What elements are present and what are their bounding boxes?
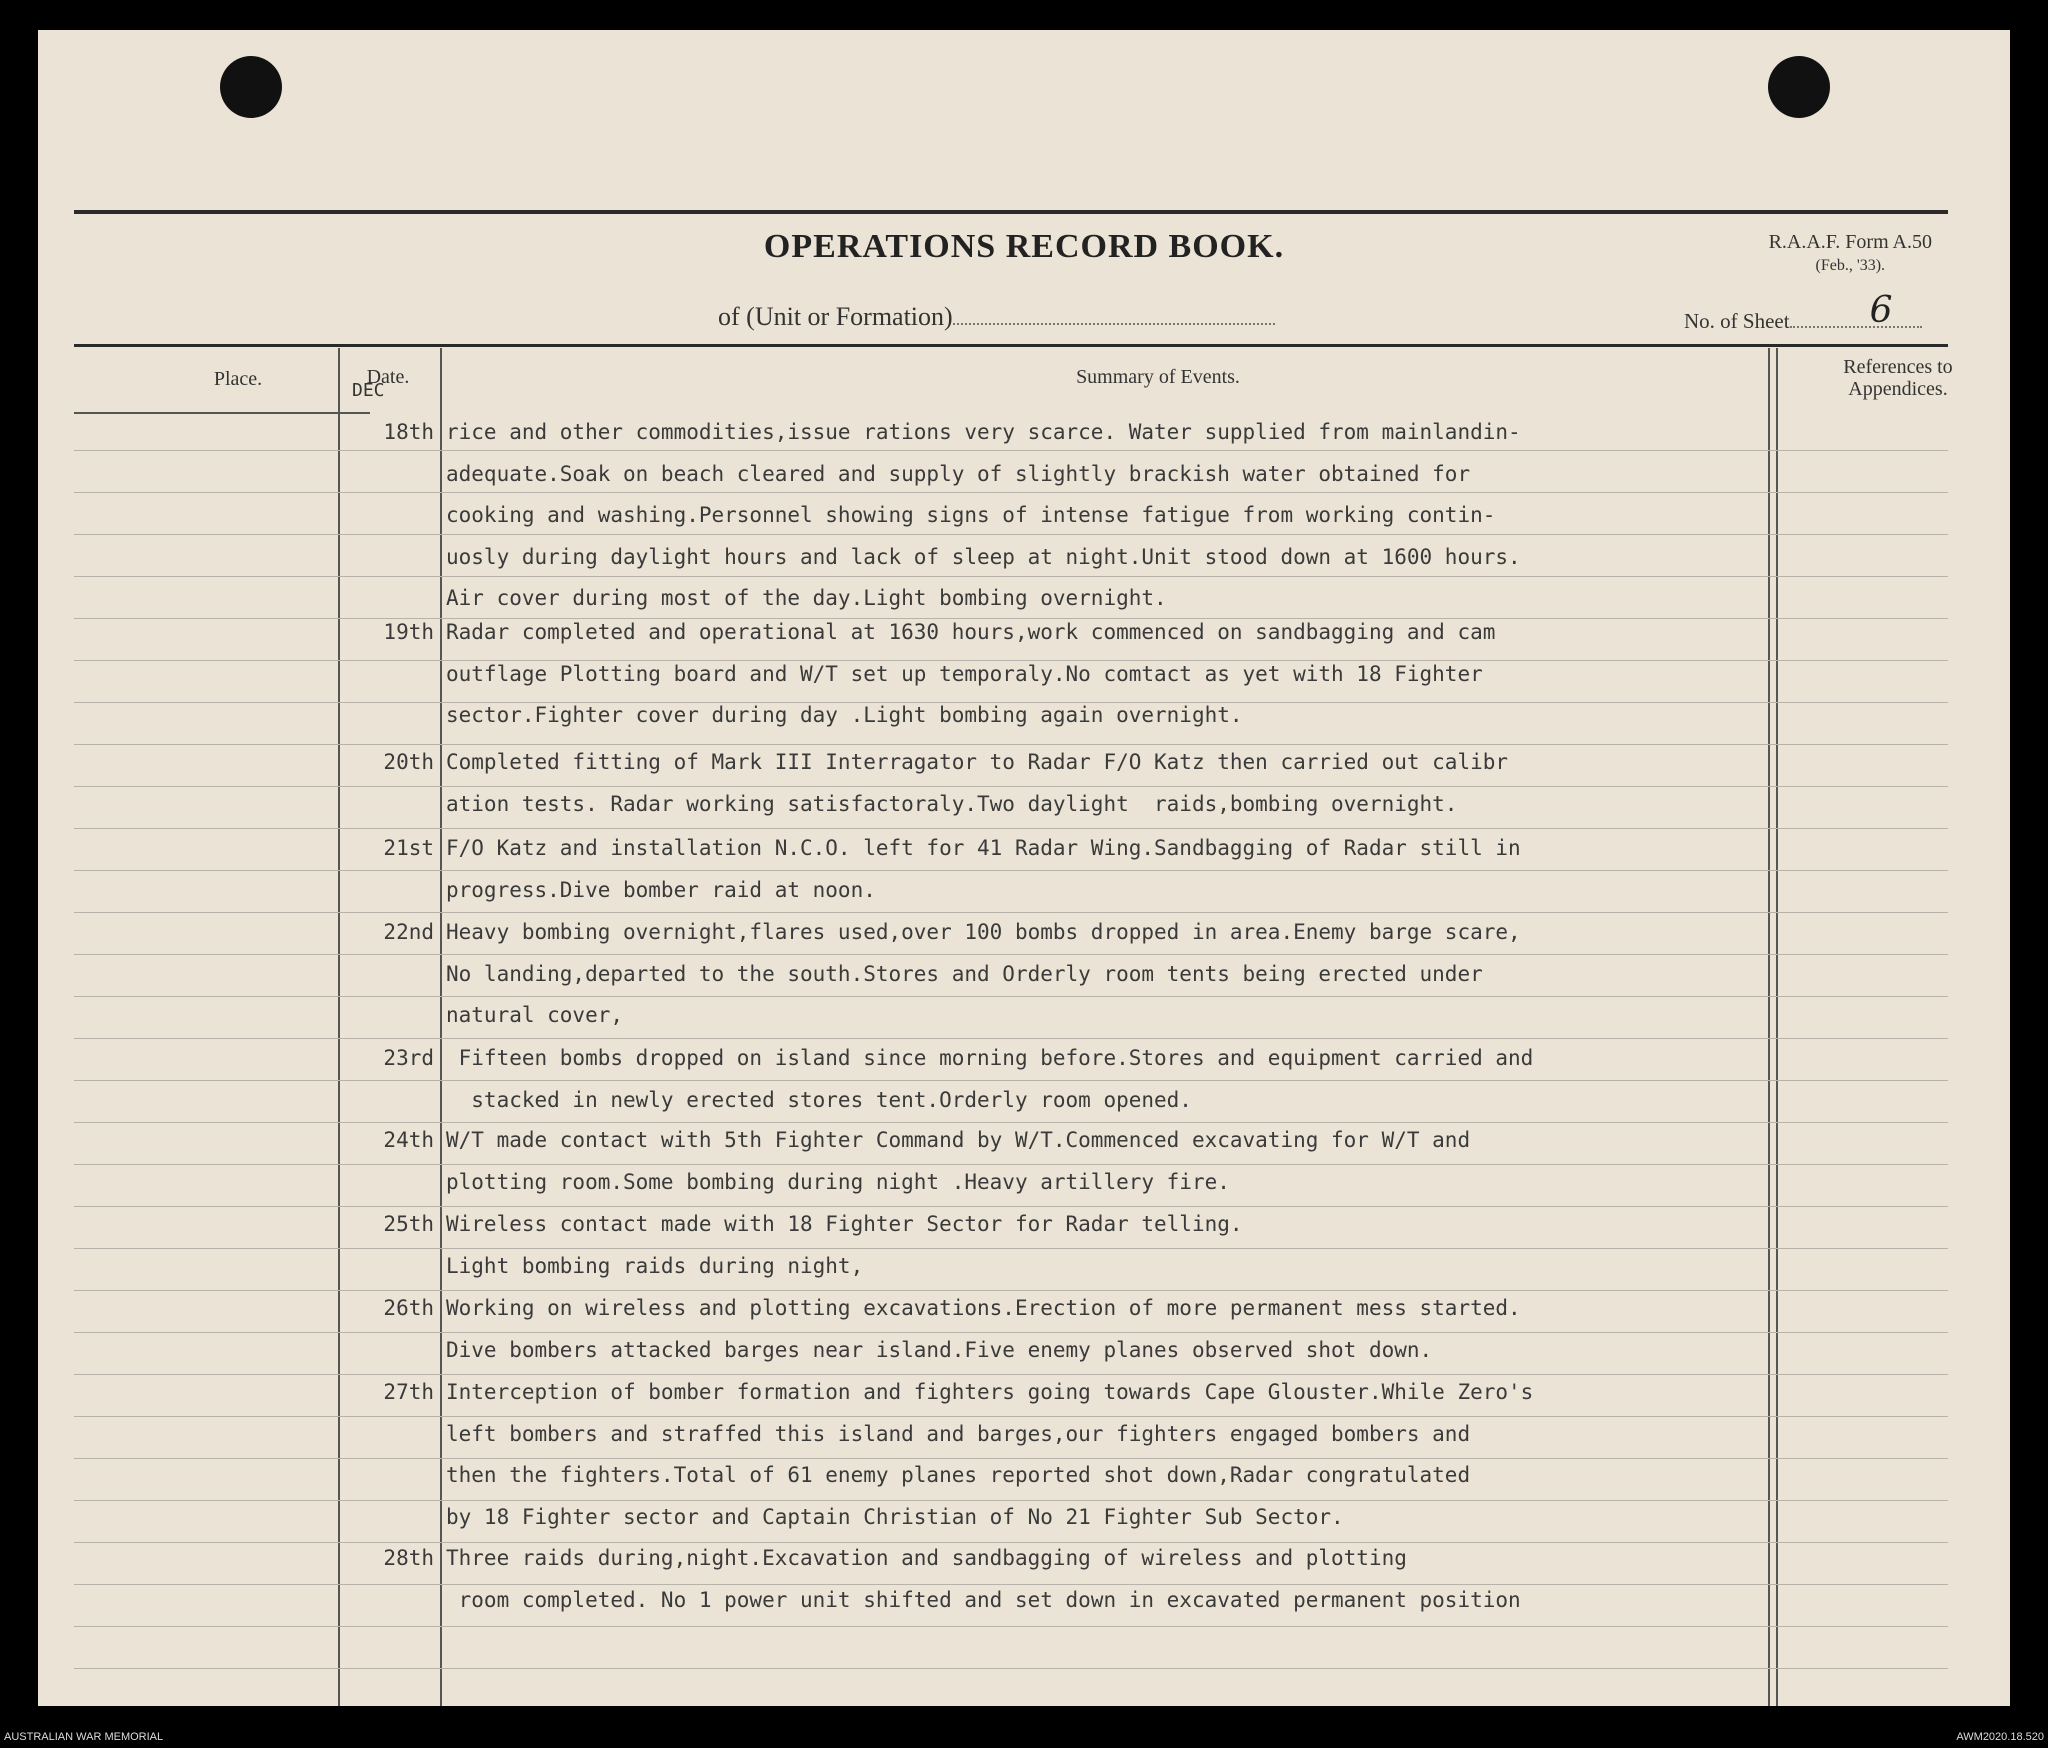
form-date: (Feb., '33). — [1815, 257, 1886, 274]
form-id — [1769, 230, 1932, 278]
entry-line: Wireless contact made with 18 Fighter Sector for Radar telling. — [446, 1212, 1243, 1236]
form-name: R.A.A.F. Form A.50 — [1768, 231, 1932, 253]
entry-line: Dive bombers attacked barges near island.Five enemy planes observed shot down. — [446, 1337, 1433, 1362]
col-summary: Summary of Events. — [1076, 366, 1240, 388]
sheet-dotted-line — [1790, 290, 1922, 331]
col-place: Place. — [213, 368, 263, 390]
entry-line: Radar completed and operational at 1630 hours,work commenced on sandbagging and cam — [446, 620, 1496, 644]
unit-dotted-line — [953, 305, 1275, 325]
entry-line: by 18 Fighter sector and Captain Christian of No 21 Fighter Sub Sector. — [446, 1504, 1344, 1529]
ruled-line — [74, 534, 1948, 535]
entry-line: No landing,departed to the south.Stores and Orderly room tents being erected under — [446, 961, 1483, 986]
col-references — [1798, 356, 1998, 400]
entry-line: Air cover during most of the day.Light bombing overnight. — [446, 586, 1167, 610]
entry-line: sector.Fighter cover during day .Light bombing again overnight. — [446, 703, 1243, 727]
ruled-line — [74, 954, 1948, 955]
entry-date: 26th — [383, 1296, 434, 1320]
ruled-line — [74, 870, 1948, 871]
entry-line: Fifteen bombs dropped on island since morning before.Stores and equipment carried and — [446, 1046, 1534, 1070]
entry-line: outflage Plotting board and W/T set up temporaly.No comtact as yet with 18 Fighter — [446, 661, 1483, 686]
entry-date: 18th — [383, 420, 434, 444]
ruled-line — [74, 450, 1948, 451]
top-rule — [74, 210, 1948, 214]
archive-reference: AWM2020.18.520 — [1956, 1731, 2044, 1743]
col-references-line2: Appendices. — [1848, 378, 1948, 400]
ruled-line — [74, 1290, 1948, 1291]
col-divider-date-summary — [440, 348, 442, 1706]
month-label: DEC — [352, 380, 385, 401]
entry-line: Three raids during,night.Excavation and sandbagging of wireless and plotting — [446, 1546, 1407, 1570]
entry-line: stacked in newly erected stores tent.Orderly room opened. — [446, 1087, 1192, 1112]
ruled-line — [74, 1038, 1948, 1039]
entry-date: 28th — [383, 1546, 434, 1570]
ruled-line — [74, 1248, 1948, 1249]
ruled-line — [74, 1584, 1948, 1585]
sheet-field — [1684, 290, 1922, 334]
ruled-line — [74, 1416, 1948, 1417]
entry-line: ation tests. Radar working satisfactoraly.Two daylight raids,bombing overnight. — [446, 791, 1458, 816]
entry-line: F/O Katz and installation N.C.O. left for 41 Radar Wing.Sandbagging of Radar still in — [446, 836, 1521, 860]
ruled-line — [74, 1668, 1948, 1669]
entry-line: left bombers and straffed this island and barges,our fighters engaged bombers and — [446, 1421, 1471, 1446]
ruled-line — [74, 1080, 1948, 1081]
sheet-label: No. of Sheet — [1684, 309, 1790, 333]
ruled-line — [74, 1164, 1948, 1165]
ruled-line — [74, 1626, 1948, 1627]
archive-credit: AUSTRALIAN WAR MEMORIAL — [4, 1731, 164, 1743]
entry-date: 23rd — [383, 1046, 434, 1070]
entry-line: progress.Dive bomber raid at noon. — [446, 877, 876, 902]
ruled-line — [74, 744, 1948, 745]
ruled-line — [74, 1374, 1948, 1375]
entry-line: adequate.Soak on beach cleared and supply of slightly brackish water obtained for — [446, 461, 1471, 486]
entry-line: plotting room.Some bombing during night .Heavy artillery fire. — [446, 1169, 1230, 1194]
entry-line: Working on wireless and plotting excavations.Erection of more permanent mess started. — [446, 1296, 1521, 1320]
entry-line: Light bombing raids during night, — [446, 1253, 864, 1278]
entry-date: 25th — [383, 1212, 434, 1236]
entry-line: Interception of bomber formation and fighters going towards Cape Glouster.While Zero's — [446, 1380, 1534, 1404]
ruled-line — [74, 1122, 1948, 1123]
ruled-line — [74, 1500, 1948, 1501]
entry-line: cooking and washing.Personnel showing signs of intense fatigue from working contin- — [446, 503, 1496, 527]
ruled-line — [74, 996, 1948, 997]
entry-date: 21st — [383, 836, 434, 860]
ruled-line — [74, 1542, 1948, 1543]
unit-field — [718, 302, 1275, 332]
entry-line: W/T made contact with 5th Fighter Command by W/T.Commenced excavating for W/T and — [446, 1128, 1471, 1152]
entry-line: Heavy bombing overnight,flares used,over 100 bombs dropped in area.Enemy barge scare, — [446, 920, 1521, 944]
entry-date: 20th — [383, 750, 434, 774]
place-header-rule — [74, 412, 370, 414]
ruled-line — [74, 1332, 1948, 1333]
unit-label: of (Unit or Formation) — [718, 302, 953, 331]
page-title: OPERATIONS RECORD BOOK. — [763, 228, 1285, 265]
entry-date: 24th — [383, 1128, 434, 1152]
ruled-line — [74, 618, 1948, 619]
ruled-line — [74, 492, 1948, 493]
col-date: Date. — [366, 366, 410, 388]
punch-hole-right — [1768, 56, 1830, 118]
entry-line: then the fighters.Total of 61 enemy planes reported shot down,Radar congratulated — [446, 1463, 1471, 1487]
ruled-line — [74, 576, 1948, 577]
entry-line: rice and other commodities,issue rations very scarce. Water supplied from mainlandin- — [446, 420, 1521, 444]
ruled-line — [74, 912, 1948, 913]
ruled-line — [74, 1206, 1948, 1207]
entry-date: 19th — [383, 620, 434, 644]
ruled-line — [74, 1458, 1948, 1459]
entry-line: Completed fitting of Mark III Interragator to Radar F/O Katz then carried out calibr — [446, 750, 1509, 774]
header-top-rule — [74, 344, 1948, 347]
col-references-line1: References to — [1843, 356, 1953, 378]
col-divider-place-date — [338, 348, 340, 1706]
ruled-line — [74, 786, 1948, 787]
sheet-number: 6 — [1869, 290, 1893, 331]
col-divider-summary-refs — [1768, 348, 1770, 1706]
col-divider-refs-inner — [1776, 348, 1778, 1706]
entry-line: uosly during daylight hours and lack of sleep at night.Unit stood down at 1600 hours. — [446, 544, 1521, 569]
punch-hole-left — [220, 56, 282, 118]
record-sheet — [38, 30, 2010, 1706]
ruled-line — [74, 828, 1948, 829]
entry-line: room completed. No 1 power unit shifted and set down in excavated permanent position — [446, 1587, 1521, 1612]
entry-line: natural cover, — [446, 1003, 624, 1027]
entry-date: 27th — [383, 1380, 434, 1404]
entry-date: 22nd — [383, 920, 434, 944]
